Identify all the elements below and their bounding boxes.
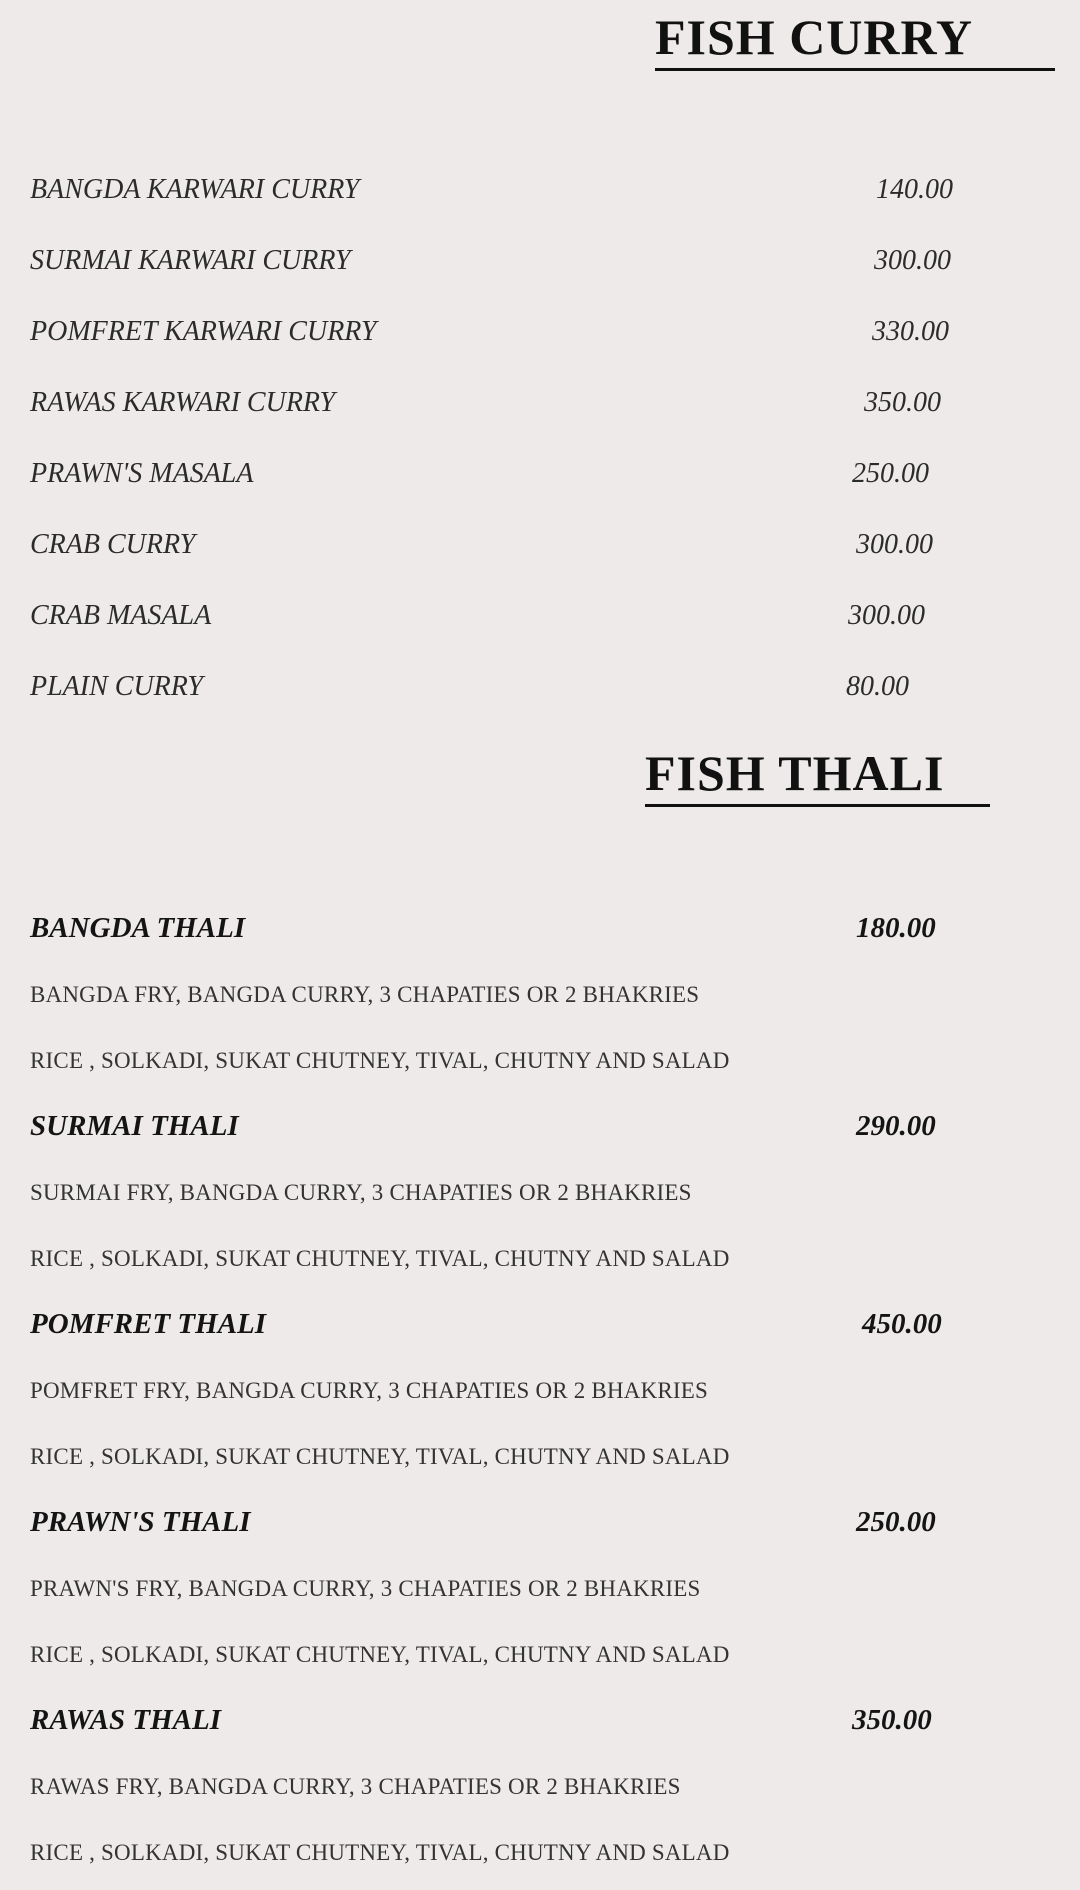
thali-item-description: BANGDA FRY, BANGDA CURRY, 3 CHAPATIES OR 2 BHAKRIES (30, 982, 700, 1007)
curry-item-price: 80.00 (846, 671, 909, 702)
curry-item-name: CRAB MASALA (30, 600, 212, 631)
curry-item-name: SURMAI KARWARI CURRY (30, 245, 351, 276)
curry-item-name: RAWAS KARWARI CURRY (30, 387, 336, 418)
thali-item-price: 250.00 (856, 1506, 936, 1538)
thali-item-name: RAWAS THALI (30, 1704, 221, 1736)
curry-item-price: 330.00 (872, 316, 949, 347)
thali-item-description: RICE , SOLKADI, SUKAT CHUTNEY, TIVAL, CHUTNY AND SALAD (30, 1840, 730, 1865)
curry-item (30, 529, 1030, 569)
thali-item (30, 1506, 1030, 1546)
curry-item-name: PLAIN CURRY (30, 671, 203, 702)
fish-curry-title: FISH CURRY (655, 12, 1055, 71)
thali-item-description: RICE , SOLKADI, SUKAT CHUTNEY, TIVAL, CHUTNY AND SALAD (30, 1048, 730, 1073)
thali-item-description: RICE , SOLKADI, SUKAT CHUTNEY, TIVAL, CHUTNY AND SALAD (30, 1444, 730, 1469)
curry-item-price: 350.00 (864, 387, 941, 418)
curry-item (30, 174, 1030, 214)
curry-item (30, 245, 1030, 285)
thali-item-name: BANGDA THALI (30, 912, 246, 944)
thali-item (30, 1704, 1030, 1744)
curry-item (30, 458, 1030, 498)
thali-item-name: SURMAI THALI (30, 1110, 239, 1142)
fish-thali-title: FISH THALI (645, 748, 990, 807)
thali-item-description: RAWAS FRY, BANGDA CURRY, 3 CHAPATIES OR 2 BHAKRIES (30, 1774, 681, 1799)
curry-item-price: 300.00 (856, 529, 933, 560)
curry-item (30, 671, 1030, 711)
curry-item-name: BANGDA KARWARI CURRY (30, 174, 360, 205)
curry-item-name: POMFRET KARWARI CURRY (30, 316, 377, 347)
thali-item (30, 1110, 1030, 1150)
curry-item-name: PRAWN'S MASALA (30, 458, 254, 489)
thali-item-name: PRAWN'S THALI (30, 1506, 251, 1538)
curry-item (30, 600, 1030, 640)
curry-item-price: 300.00 (874, 245, 951, 276)
thali-item-price: 290.00 (856, 1110, 936, 1142)
thali-item-description: PRAWN'S FRY, BANGDA CURRY, 3 CHAPATIES OR 2 BHAKRIES (30, 1576, 701, 1601)
thali-item-description: SURMAI FRY, BANGDA CURRY, 3 CHAPATIES OR 2 BHAKRIES (30, 1180, 692, 1205)
curry-item-price: 140.00 (876, 174, 953, 205)
thali-item-description: POMFRET FRY, BANGDA CURRY, 3 CHAPATIES OR 2 BHAKRIES (30, 1378, 709, 1403)
thali-item-description: RICE , SOLKADI, SUKAT CHUTNEY, TIVAL, CHUTNY AND SALAD (30, 1246, 730, 1271)
curry-item (30, 387, 1030, 427)
thali-item (30, 1308, 1030, 1348)
curry-item-price: 300.00 (848, 600, 925, 631)
thali-item-description: RICE , SOLKADI, SUKAT CHUTNEY, TIVAL, CHUTNY AND SALAD (30, 1642, 730, 1667)
thali-item-name: POMFRET THALI (30, 1308, 267, 1340)
thali-item-price: 450.00 (862, 1308, 942, 1340)
thali-item-price: 180.00 (856, 912, 936, 944)
thali-item-price: 350.00 (852, 1704, 932, 1736)
curry-item-price: 250.00 (852, 458, 929, 489)
curry-item (30, 316, 1030, 356)
thali-item (30, 912, 1030, 952)
curry-item-name: CRAB CURRY (30, 529, 196, 560)
